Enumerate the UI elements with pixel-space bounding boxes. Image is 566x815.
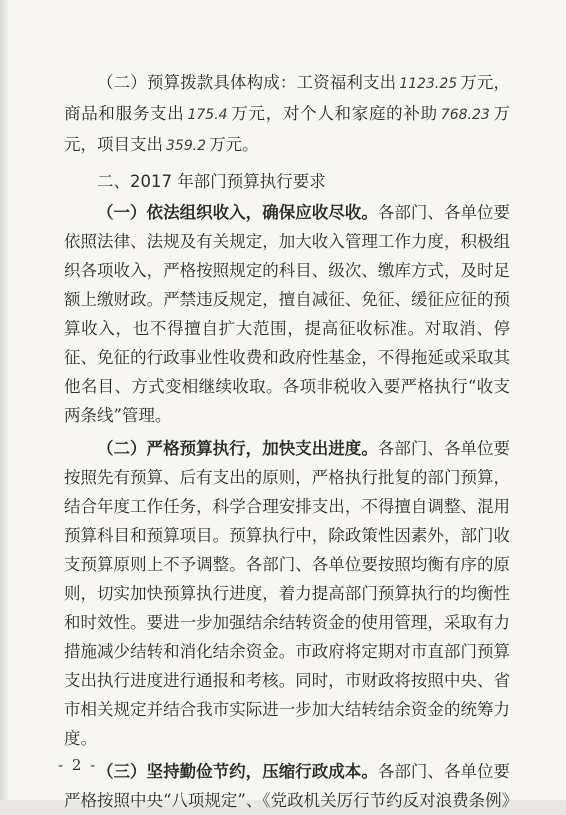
page-number: - 2 - [58, 756, 98, 774]
para-text-2: 万元，对个人和家庭的补助 [230, 104, 438, 123]
paragraph-revenue [64, 198, 510, 430]
handwritten-wages-amount: 1123.25 [399, 76, 458, 92]
handwritten-project-amount: 359.2 [166, 138, 207, 154]
heading-revenue: （一）依法组织收入，确保应收尽收。 [97, 203, 378, 222]
body-budget-execution: 各部门、各单位要按照先有预算、后有支出的原则，严格执行批复的部门预算，结合年度工作任务，科学合理安排支出，不得擅自调整、混用预算科目和预算项目。预算执行中，除政策性因素外，部门收支预算原则上不予调整。各部门、各单位要按照均衡有序的原则，切实加快预算执行进度，着力提高部门预算执行的均衡性和时效性。要进一步加强结余结转资金的使用管理，采取有力措施减少结转和消化结余资金。市政府将定期对市直部门预算支出执行进度进行通报和考核。同时，市财政将按照中央、省市相关规定并结合我市实际进一步加大结转结余资金的统筹力度。 [64, 439, 511, 748]
para-text-3: 万元，项目支出 [64, 104, 511, 154]
paragraph-frugality [64, 757, 519, 815]
budget-composition-paragraph [64, 68, 510, 161]
handwritten-goods-amount: 175.4 [187, 107, 228, 123]
heading-budget-execution: （二）严格预算执行，加快支出进度。 [97, 439, 378, 458]
handwritten-subsidy-amount: 768.23 [440, 107, 490, 123]
body-revenue: 各部门、各单位要依照法律、法规及有关规定，加大收入管理工作力度，积极组织各项收入，严格按照规定的科目、级次、缴库方式，及时足额上缴财政。严禁违反规定，擅自减征、免征、缓征应征的预算收入，也不得擅自扩大范围，提高征收标准。对取消、停征、免征的行政事业性收费和政府性基金，不得拖延或采取其他名目、方式变相继续收取。各项非税收入要严格执行“收支两条线”管理。 [64, 203, 511, 425]
body-frugality: 各部门、各单位要严格按照中央“八项规定”、《党政机关厉行节约反对浪费条例》 [64, 762, 519, 810]
heading-frugality: （三）坚持勤俭节约，压缩行政成本。 [97, 762, 378, 781]
page-edge-shadow [0, 0, 8, 800]
para-lead: （二）预算拨款具体构成：工资福利支出 [97, 73, 397, 92]
para-text-1: 万元，商品和服务支出 [64, 73, 511, 123]
document-body [64, 68, 519, 815]
section-title: 二、2017 年部门预算执行要求 [97, 172, 326, 191]
para-text-4: 万元。 [209, 135, 259, 154]
paragraph-budget-execution [64, 434, 510, 753]
